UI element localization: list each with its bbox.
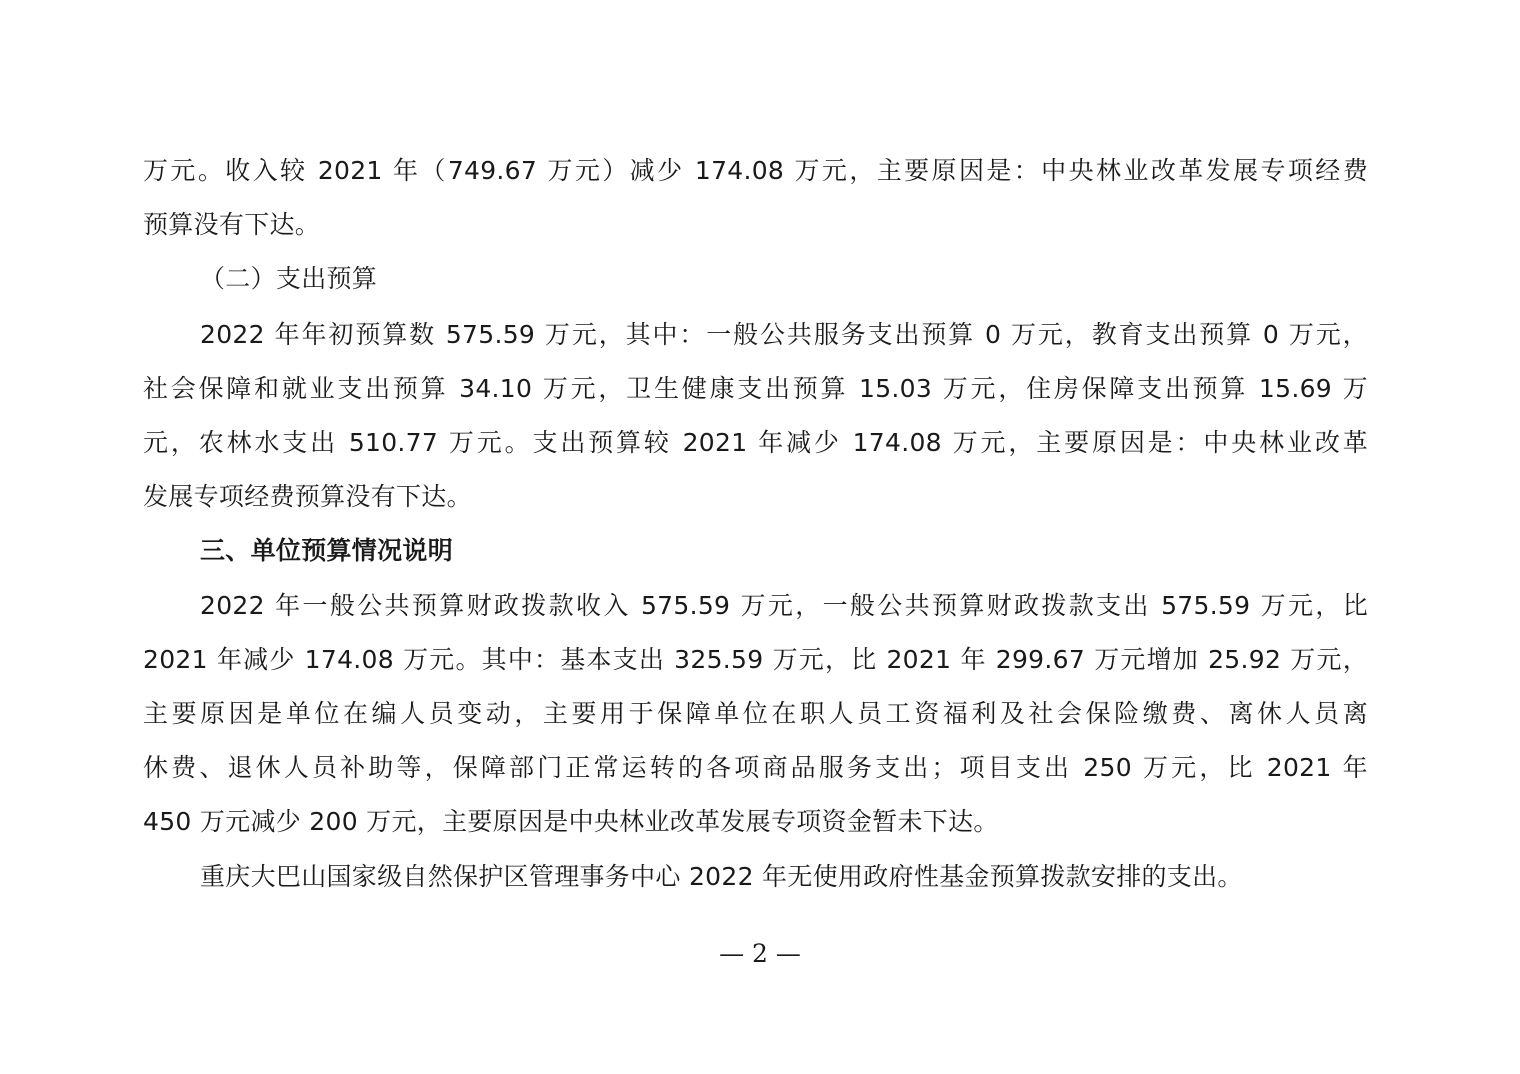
paragraph-line: 2021 年减少 174.08 万元。其中：基本支出 325.59 万元，比 2021 年 299.67 万元增加 25.92 万元，: [143, 645, 1368, 674]
paragraph-line: 发展专项经费预算没有下达。: [143, 482, 472, 511]
paragraph-line: 休费、退休人员补助等，保障部门正常运转的各项商品服务支出；项目支出 250 万元，比 2021 年: [143, 753, 1368, 782]
paragraph-line: 450 万元减少 200 万元，主要原因是中央林业改革发展专项资金暂未下达。: [143, 807, 999, 836]
paragraph-line: 预算没有下达。: [143, 210, 321, 239]
section-heading: （二）支出预算: [200, 264, 378, 293]
paragraph-line: 重庆大巴山国家级自然保护区管理事务中心 2022 年无使用政府性基金预算拨款安排的支出。: [200, 862, 1243, 891]
paragraph-line: 主要原因是单位在编人员变动，主要用于保障单位在职人员工资福利及社会保险缴费、离休人员离: [143, 699, 1368, 728]
paragraph-line: 2022 年年初预算数 575.59 万元，其中：一般公共服务支出预算 0 万元，教育支出预算 0 万元，: [200, 320, 1368, 349]
page-number: — 2 —: [719, 939, 801, 968]
paragraph-line: 元，农林水支出 510.77 万元。支出预算较 2021 年减少 174.08 万元，主要原因是：中央林业改革: [143, 428, 1368, 457]
paragraph-line: 社会保障和就业支出预算 34.10 万元，卫生健康支出预算 15.03 万元，住房保障支出预算 15.69 万: [143, 374, 1368, 403]
section-heading: 三、单位预算情况说明: [200, 536, 454, 565]
paragraph-line: 2022 年一般公共预算财政拨款收入 575.59 万元，一般公共预算财政拨款支出 575.59 万元，比: [200, 591, 1368, 620]
paragraph-line: 万元。收入较 2021 年（749.67 万元）减少 174.08 万元，主要原因是：中央林业改革发展专项经费: [143, 156, 1368, 185]
